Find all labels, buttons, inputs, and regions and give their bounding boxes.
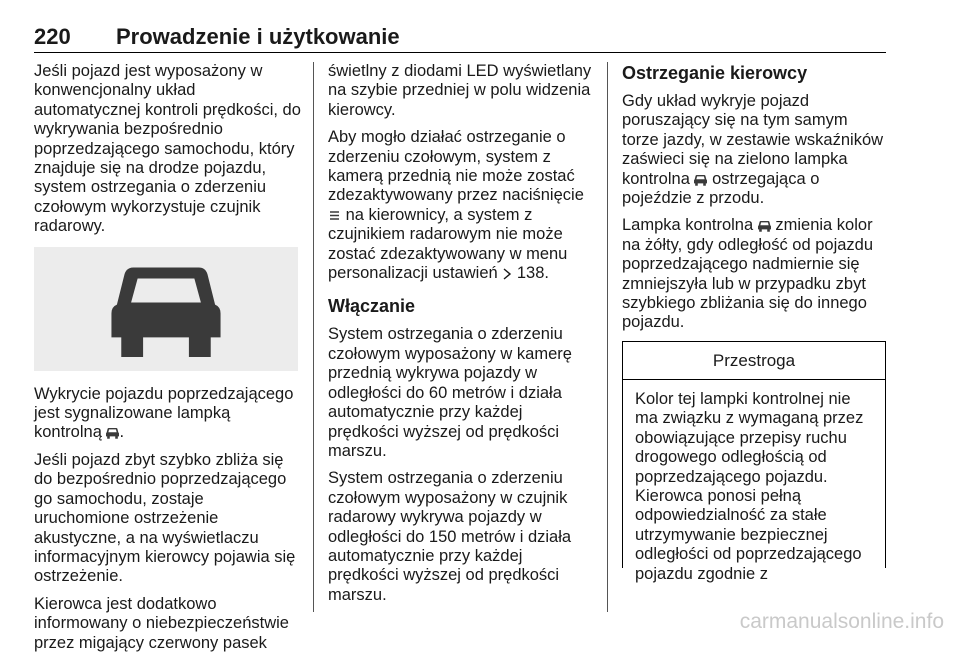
- paragraph: Gdy układ wykryje pojazd poruszający się na tym samym torze jazdy, w zestawie wskaźników zaświeci się na zielono lampka kontrolna ostrzegająca o pojeździe z przodu.: [622, 92, 884, 208]
- paragraph: Jeśli pojazd zbyt szybko zbliża się do bezpośrednio poprzedzającego go samochodu, zostaje uruchomione ostrzeżenie akustyczne, a na wyświetlaczu informacyjnym kierowcy pojawia się ostrzeżenie.: [34, 450, 296, 586]
- vehicle-ahead-icon: [694, 174, 707, 186]
- page-number: 220: [34, 24, 71, 49]
- page-title: Prowadzenie i użytkowanie: [116, 24, 400, 49]
- column-divider: [313, 62, 314, 612]
- section-heading: Ostrzeganie kierowcy: [622, 63, 808, 83]
- paragraph: System ostrzegania o zderzeniu czołowym wyposażony w kamerę przednią wykrywa pojazdy w odległości do 60 metrów i działa automatycznie przy każdej prędkości wyższej od prędkości marszu.: [328, 325, 572, 460]
- section-heading: Włączanie: [328, 296, 416, 317]
- column-left: [34, 62, 302, 661]
- paragraph: świetlny z diodami LED wyświetlany na szybie przedniej w polu widzenia kierowcy.: [328, 62, 592, 119]
- vehicle-ahead-icon: [758, 220, 771, 232]
- paragraph: System ostrzegania o zderzeniu czołowym wyposażony w czujnik radarowy wykrywa pojazdy w odległości do 150 metrów i działa automatycznie przy każdej prędkości wyższej od prędkości marszu.: [328, 469, 572, 604]
- page-header: [34, 24, 886, 53]
- caution-text: Kolor tej lampki kontrolnej nie ma związku z wymaganą przez obowiązujące przepisy ruchu drogowego odległością od poprzedzającego pojazdu. Kierowca ponosi pełną odpowiedzialność za stałe utrzymywanie bezpiecznej odległości od poprzedzającego pojazdu zgodnie z: [635, 389, 864, 583]
- vehicle-ahead-illustration: [34, 247, 298, 371]
- vehicle-ahead-icon: [106, 427, 119, 439]
- page-reference-icon: [502, 268, 512, 280]
- vehicle-ahead-icon: [111, 261, 221, 357]
- caution-box: [622, 341, 886, 583]
- column-middle: [328, 62, 596, 613]
- column-divider: [607, 62, 608, 612]
- paragraph: Kierowca jest dodatkowo informowany o niebezpieczeństwie przez migający czerwony pasek: [34, 594, 289, 652]
- column-right: [622, 62, 886, 583]
- paragraph: Jeśli pojazd jest wyposażony w konwencjonalny układ automatycznej kontroli prędkości, do wykrywania bezpośrednio poprzedzającego samochodu, który znajduje się na drodze pojazdu, system ostrzegania o zderzeniu czołowym wykorzystuje czujnik radarowy.: [34, 62, 301, 236]
- watermark: carmanualsonline.info: [739, 610, 944, 633]
- caution-title: Przestroga: [623, 342, 885, 380]
- collision-alert-button-icon: [328, 209, 341, 222]
- paragraph: Lampka kontrolna zmienia kolor na żółty, gdy odległość od pojazdu poprzedzającego nadmiernie się zmniejszyła lub w przypadku zbyt szybkiego zbliżania się do innego pojazdu.: [622, 216, 874, 332]
- paragraph: Aby mogło działać ostrzeganie o zderzeniu czołowym, system z kamerą przednią nie może zostać zdezaktywowany przez naciśnięcie na kierownicy, a system z czujnikiem radarowym nie może zostać zdezaktywowany w menu personalizacji ustawień 138.: [328, 128, 584, 283]
- paragraph: Wykrycie pojazdu poprzedzającego jest sygnalizowane lampką kontrolną .: [34, 384, 294, 442]
